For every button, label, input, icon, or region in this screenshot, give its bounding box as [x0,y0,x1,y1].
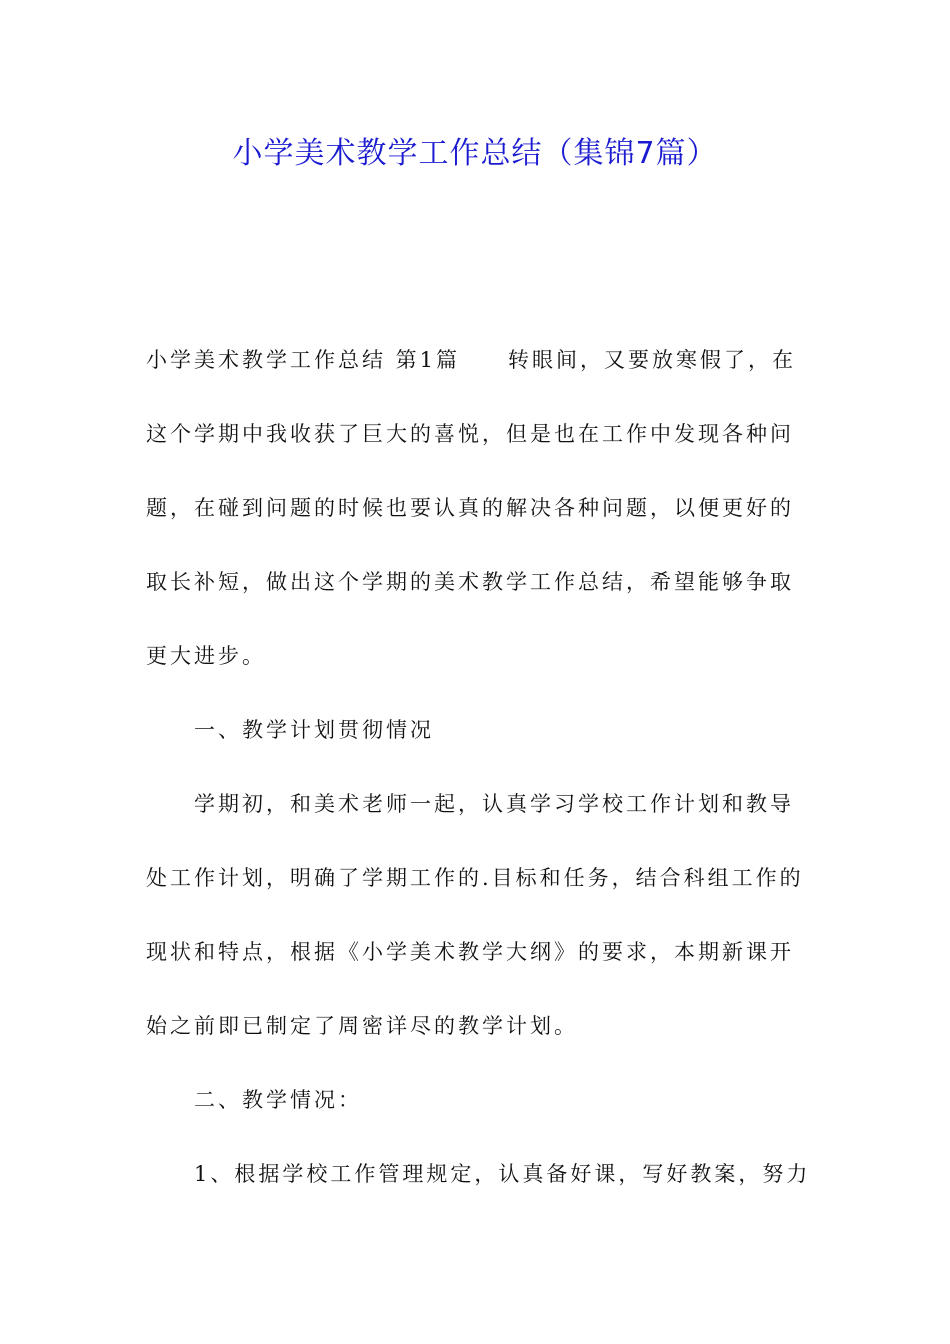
paragraph-line: 更大进步。 [146,644,266,668]
paragraph-line: 学期初，和美术老师一起，认真学习学校工作计划和教导 [194,792,794,816]
paragraph-line: 处工作计划，明确了学期工作的.目标和任务，结合科组工作的 [146,866,804,890]
paragraph-line: 小学美术教学工作总结 第1篇 转眼间，又要放寒假了，在 [146,348,797,372]
document-title: 小学美术教学工作总结（集锦7篇） [232,136,718,171]
paragraph-line: 题，在碰到问题的时候也要认真的解决各种问题，以便更好的 [146,496,794,520]
paragraph-line: 1、根据学校工作管理规定，认真备好课，写好教案，努力 [194,1162,811,1186]
document-body [146,323,811,1211]
paragraph-line: 现状和特点，根据《小学美术教学大纲》的要求，本期新课开 [146,940,794,964]
section-heading: 二、教学情况： [194,1088,362,1112]
paragraph-line: 始之前即已制定了周密详尽的教学计划。 [146,1014,578,1038]
paragraph-line: 取长补短，做出这个学期的美术教学工作总结，希望能够争取 [146,570,794,594]
paragraph-line: 这个学期中我收获了巨大的喜悦，但是也在工作中发现各种问 [146,422,794,446]
section-heading: 一、教学计划贯彻情况 [194,718,434,742]
